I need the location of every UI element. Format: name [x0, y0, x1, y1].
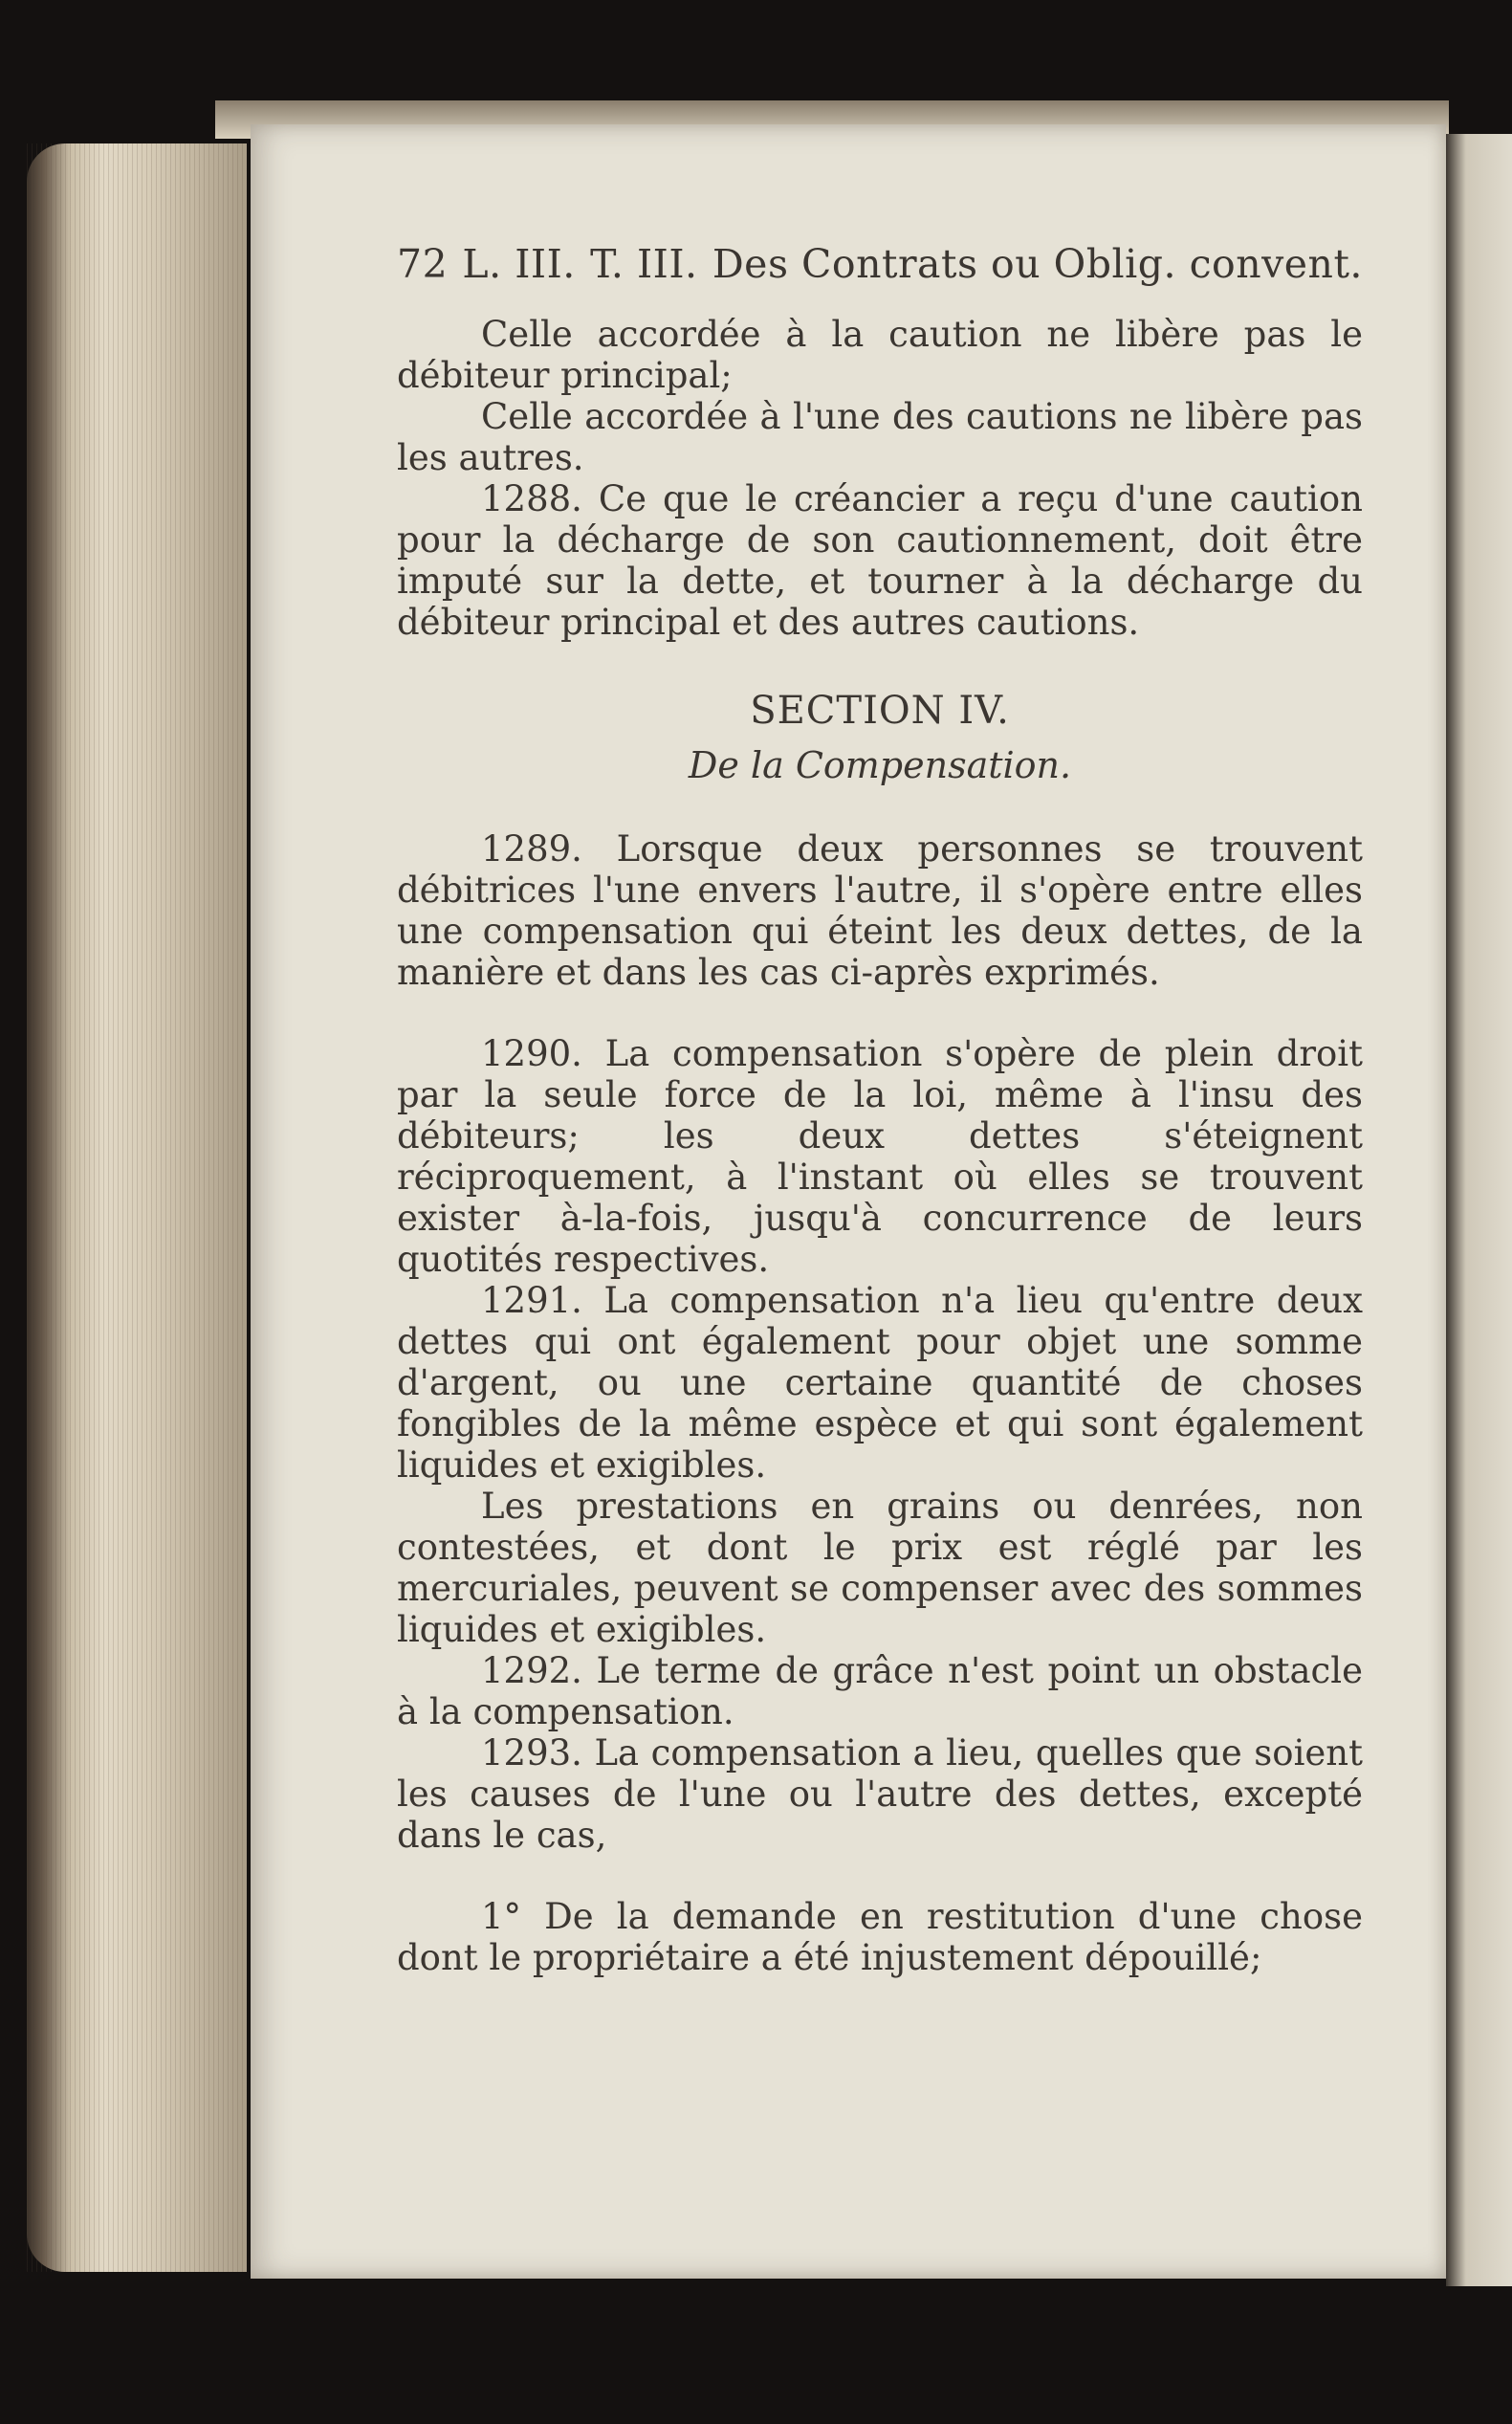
page-text	[397, 241, 1363, 1978]
paragraph: Les prestations en grains ou denrées, non contestées, et dont le prix est réglé par les mercuriales, peuvent se compenser avec des sommes liquides et exigibles.	[397, 1486, 1363, 1650]
paragraph-article-1292: 1292. Le terme de grâce n'est point un obstacle à la compensation.	[397, 1650, 1363, 1732]
spacer	[397, 1856, 1363, 1896]
paragraph: Celle accordée à la caution ne libère pas le débiteur principal;	[397, 314, 1363, 396]
facing-page-edge	[1446, 134, 1512, 2286]
book-label: L. III.	[462, 241, 576, 287]
paragraph-article-1289: 1289. Lorsque deux personnes se trouvent débitrices l'une envers l'autre, il s'opère entre elles une compensation qui éteint les deux dettes, de la manière et dans les cas ci-après exprimés.	[397, 828, 1363, 993]
title-label: T. III.	[590, 241, 698, 287]
paragraph-article-1293: 1293. La compensation a lieu, quelles que soient les causes de l'une ou l'autre des dettes, excepté dans le cas,	[397, 1732, 1363, 1856]
running-header	[397, 241, 1363, 287]
spacer	[397, 993, 1363, 1033]
page-number: 72	[397, 241, 449, 287]
running-head: Des Contrats ou Oblig. convent.	[712, 241, 1363, 287]
section-title: SECTION IV.	[750, 689, 1010, 733]
paragraph-exception-1: 1° De la demande en restitution d'une chose dont le propriétaire a été injustement dépouillé;	[397, 1896, 1363, 1978]
paragraph-article-1288: 1288. Ce que le créancier a reçu d'une caution pour la décharge de son cautionnement, doit être imputé sur la dette, et tourner à la décharge du débiteur principal et des autres cautions.	[397, 478, 1363, 643]
paragraph-article-1291: 1291. La compensation n'a lieu qu'entre deux dettes qui ont également pour objet une somme d'argent, ou une certaine quantité de choses fongibles de la même espèce et qui sont également liquides et exigibles.	[397, 1280, 1363, 1486]
page-fore-edge	[27, 143, 247, 2272]
paragraph-article-1290: 1290. La compensation s'opère de plein droit par la seule force de la loi, même à l'insu des débiteurs; les deux dettes s'éteignent réciproquement, à l'instant où elles se trouvent exister à-la-fois, jusqu'à concurrence de leurs quotités respectives.	[397, 1033, 1363, 1280]
paragraph: Celle accordée à l'une des cautions ne libère pas les autres.	[397, 396, 1363, 478]
section-subtitle: De la Compensation.	[688, 744, 1072, 786]
